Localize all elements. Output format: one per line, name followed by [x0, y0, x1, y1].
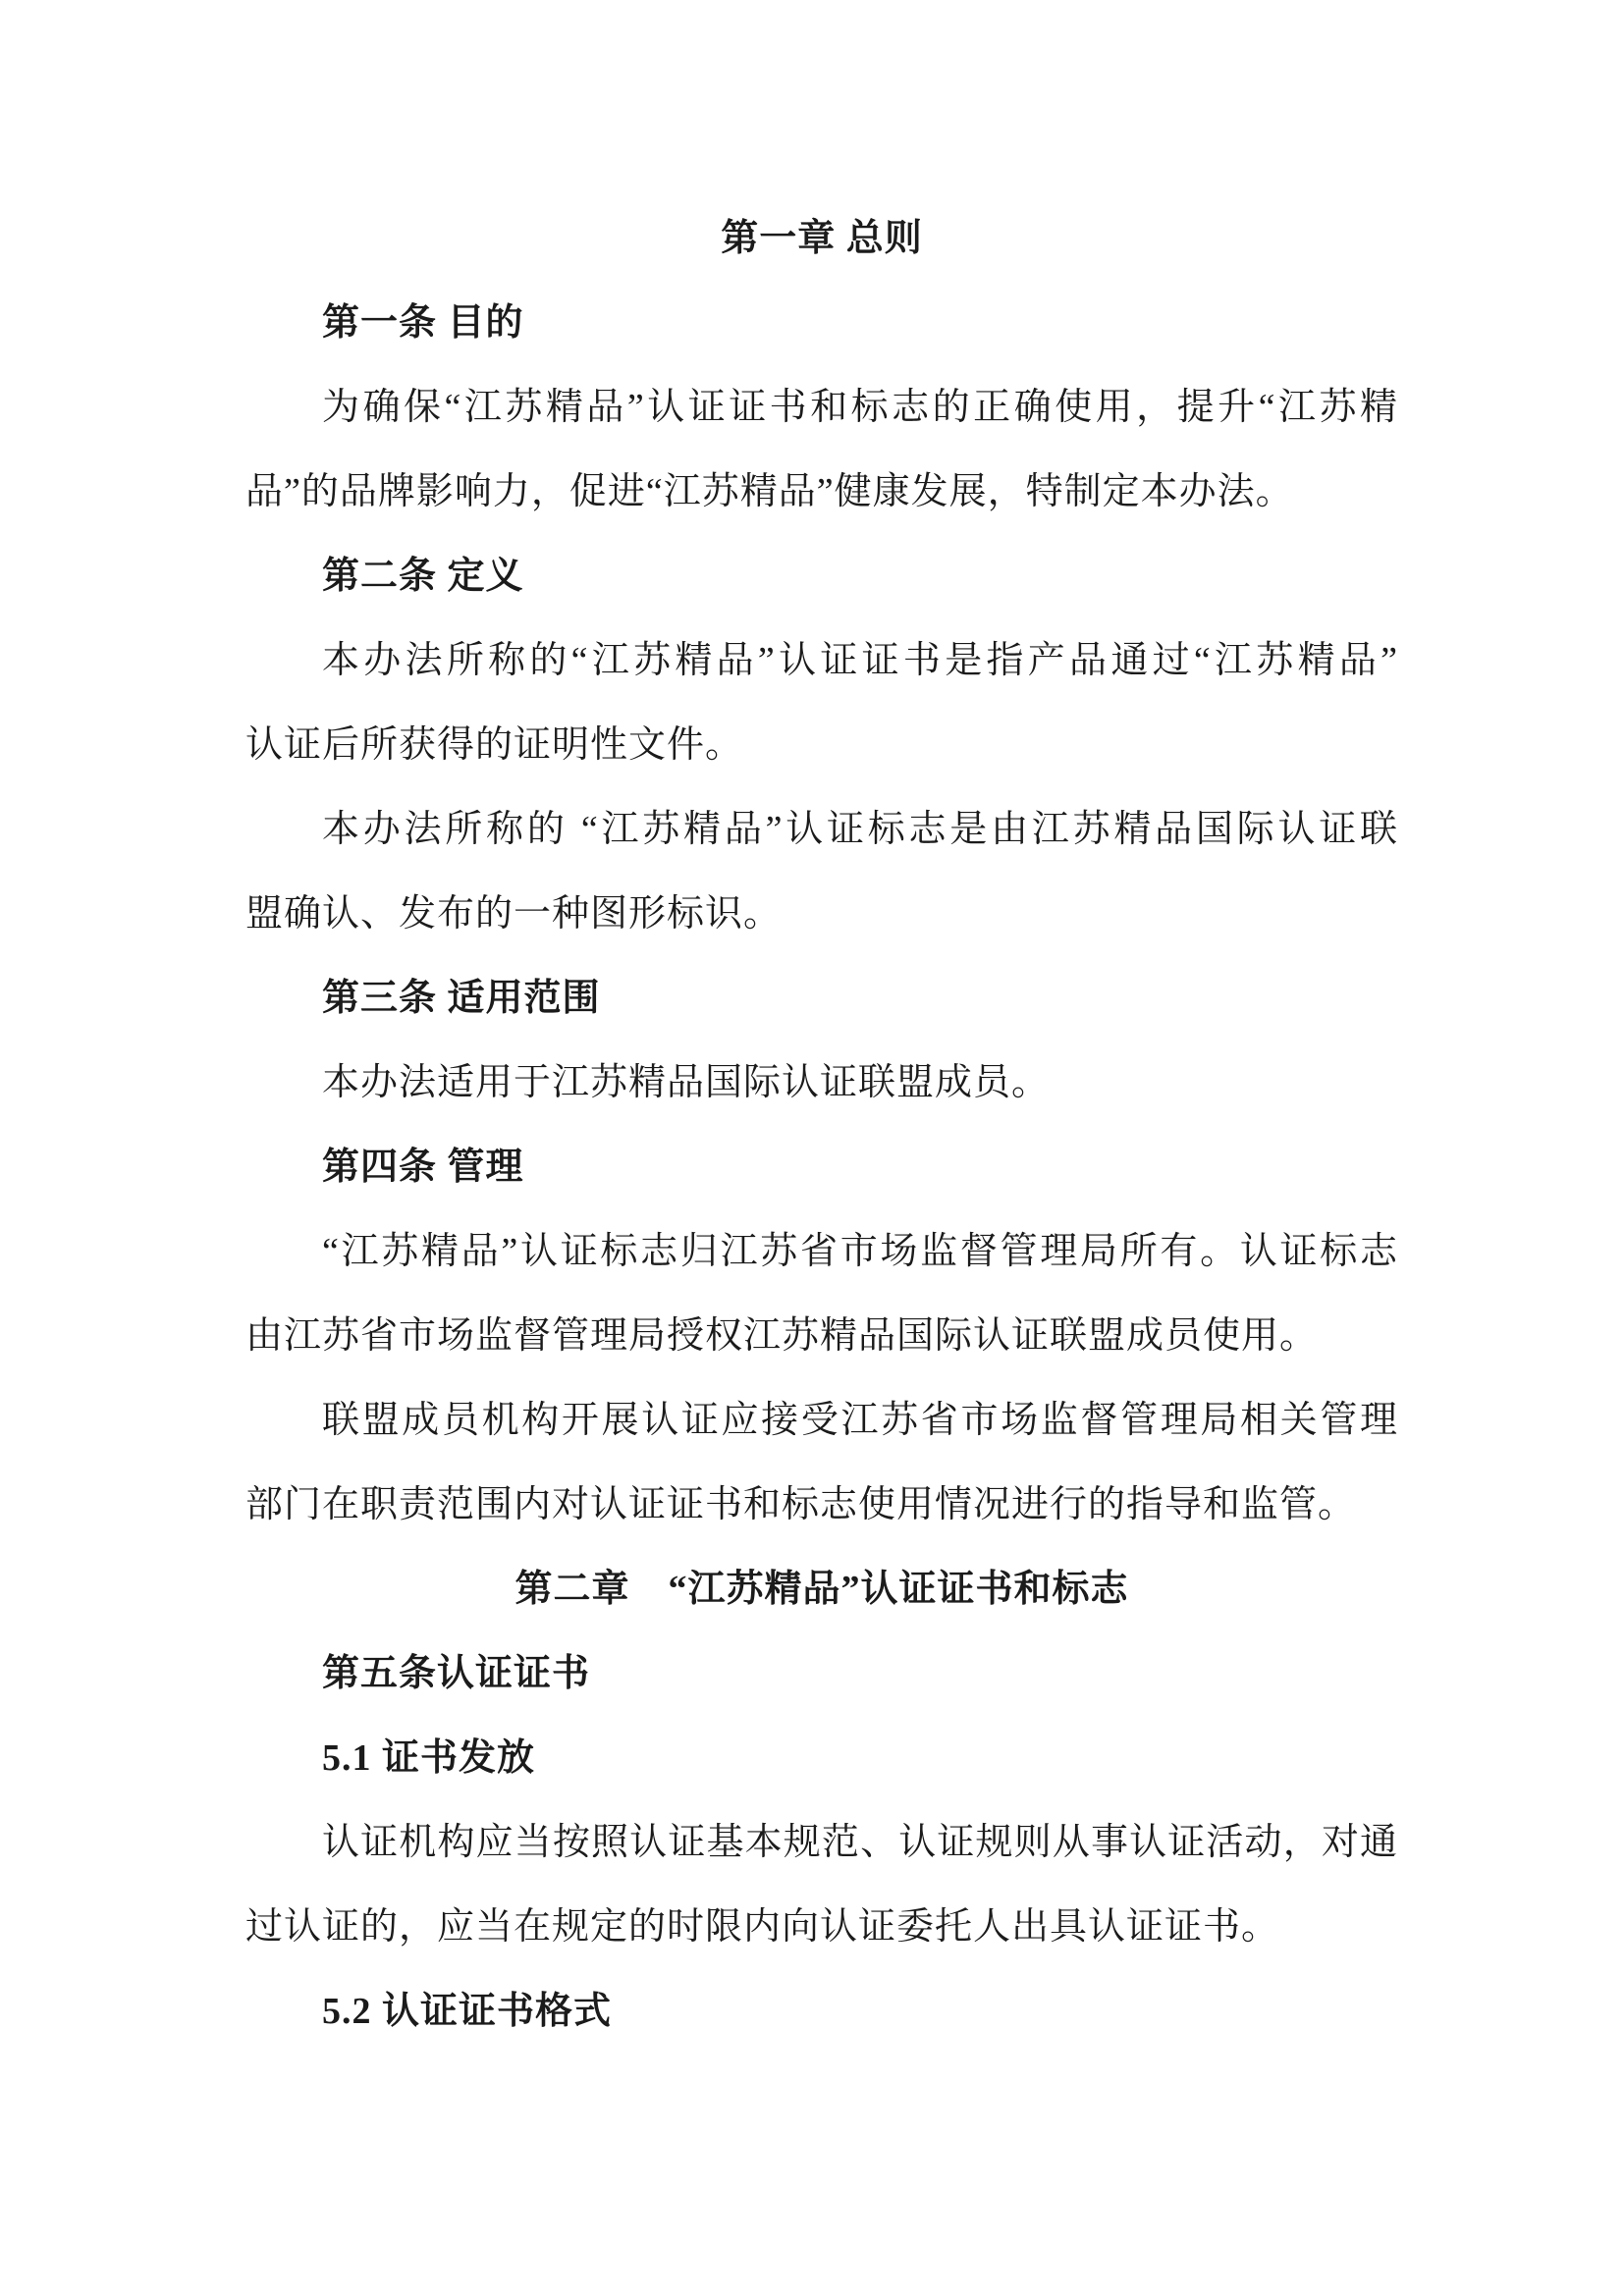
paragraph-line: 由江苏省市场监督管理局授权江苏精品国际认证联盟成员使用。	[245, 1315, 1319, 1357]
article-heading: 第五条认证证书	[322, 1653, 591, 1694]
article-heading: 5.2 认证证书格式	[322, 1991, 613, 2032]
article-heading: 第一条 目的	[322, 302, 524, 344]
paragraph-line: 盟确认、发布的一种图形标识。	[245, 893, 783, 934]
article-heading: 5.1 证书发放	[322, 1737, 536, 1779]
article-heading: 第四条 管理	[322, 1147, 524, 1188]
paragraph-line: 本办法所称的“江苏精品”认证证书是指产品通过“江苏精品”	[322, 640, 1398, 681]
paragraph-line: 认证后所获得的证明性文件。	[245, 724, 744, 766]
paragraph-line: “江苏精品”认证标志归江苏省市场监督管理局所有。认证标志	[322, 1231, 1398, 1272]
paragraph-line: 部门在职责范围内对认证证书和标志使用情况进行的指导和监管。	[245, 1484, 1357, 1525]
paragraph-line: 品”的品牌影响力，促进“江苏精品”健康发展，特制定本办法。	[245, 471, 1294, 512]
paragraph-line: 为确保“江苏精品”认证证书和标志的正确使用，提升“江苏精	[322, 387, 1398, 428]
paragraph-line: 过认证的，应当在规定的时限内向认证委托人出具认证证书。	[245, 1906, 1280, 1948]
paragraph-line: 本办法适用于江苏精品国际认证联盟成员。	[322, 1062, 1051, 1103]
article-heading: 第三条 适用范围	[322, 978, 601, 1019]
document-body	[245, 196, 1398, 2054]
paragraph-line: 联盟成员机构开展认证应接受江苏省市场监督管理局相关管理	[322, 1400, 1398, 1441]
chapter-title: 第一章 总则	[721, 218, 923, 259]
paragraph-line: 认证机构应当按照认证基本规范、认证规则从事认证活动，对通	[322, 1822, 1398, 1863]
chapter-title: 第二章 “江苏精品”认证证书和标志	[514, 1569, 1129, 1610]
paragraph-line: 本办法所称的 “江苏精品”认证标志是由江苏精品国际认证联	[322, 809, 1398, 850]
article-heading: 第二条 定义	[322, 556, 524, 597]
